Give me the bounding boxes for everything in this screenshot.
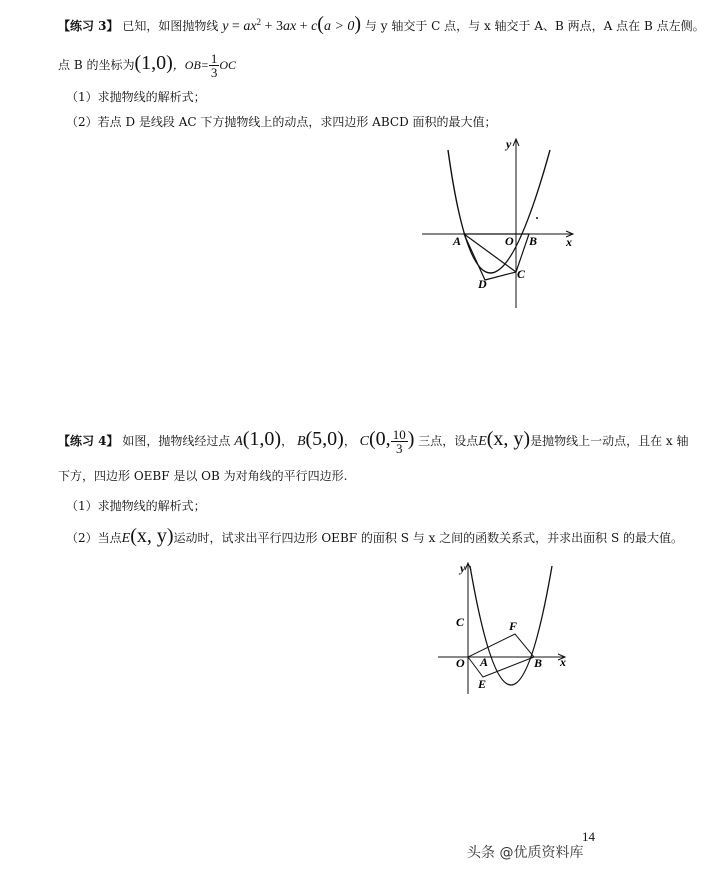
page-number: 14 [582, 829, 595, 844]
ex3-eq-eq: = [228, 19, 244, 34]
ex3-label-a: A [453, 234, 462, 248]
watermark: 头条 @优质资料库 [467, 845, 584, 861]
ex4-figure [436, 560, 581, 710]
ex3-label-x: x [566, 235, 572, 249]
ex4-label-b: B [534, 656, 543, 670]
ex4-label-f: F [509, 619, 518, 633]
ex4-q2-b: 运动时，试求出平行四边形 OEBF 的面积 S 与 x 之间的函数关系式，并求出面积 S 的最大值。 [173, 531, 684, 545]
ex3-q1: （1）求抛物线的解析式； [66, 90, 206, 104]
ex3-eq-open: ( [317, 13, 324, 35]
ex3-label-o: O [505, 234, 514, 248]
ex4-q2-a: （2）当点 [66, 531, 122, 545]
ex4-point-b: B [296, 434, 306, 449]
ex3-text-c: 点 B 的坐标为 [58, 58, 135, 72]
ex3-frac-den: 3 [210, 65, 218, 80]
ex4-point-c-frac [391, 428, 408, 455]
ex3-figure [420, 132, 590, 310]
ex4-label: 【练习 4】 [58, 434, 119, 448]
ex3-q2: （2）若点 D 是线段 AC 下方抛物线上的动点，求四边形 ABCD 面积的最大值； [66, 115, 497, 129]
ex4-text-b: 三点，设点 [418, 434, 479, 448]
ex4-point-e-coord: (x, y) [486, 428, 531, 450]
ex3-eq-sup: 2 [256, 17, 262, 27]
ex4-label-o: O [456, 656, 465, 670]
ex4-q2-e: E [121, 531, 131, 546]
ex3-text-e: OC [219, 58, 237, 72]
ex3-eq-mid: + 3 [261, 19, 283, 34]
ex4-frac-den: 3 [395, 441, 403, 456]
ex4-label-a: A [480, 655, 489, 669]
ex4-point-c: C [359, 434, 370, 449]
ex3-eq-ax2: ax [282, 19, 297, 34]
ex4-point-c-close: ) [407, 428, 415, 450]
ex3-coord-b: (1,0) [134, 52, 173, 74]
ex3-label-b: B [529, 234, 538, 248]
ex3-eq-c: c [311, 19, 318, 34]
ex4-q1: （1）求抛物线的解析式； [66, 499, 206, 513]
ex4-sep1: ， [281, 434, 294, 448]
ex3-line1 [58, 12, 705, 37]
ex3-eq-close: ) [354, 13, 362, 35]
ex4-q2-e-coord: (x, y) [130, 525, 174, 547]
ex4-text-a: 如图，抛物线经过点 [122, 434, 231, 448]
ex3-text-b: 与 y 轴交于 C 点，与 x 轴交于 A、B 两点，A 点在 B 点左侧。 [364, 19, 705, 33]
ex3-frac-num: 1 [210, 51, 218, 66]
ex4-label-e: E [478, 677, 487, 691]
ex3-label: 【练习 3】 [58, 19, 119, 33]
ex4-sep2: ， [343, 434, 356, 448]
ex4-point-a: A [234, 434, 243, 449]
ex3-eq-y: y [222, 19, 229, 34]
ex4-frac-num: 10 [392, 427, 406, 442]
ex4-label-y: y [460, 561, 466, 575]
ex4-text-c: 是抛物线上一动点，且在 x 轴 [530, 434, 689, 448]
ex3-line2 [58, 52, 236, 79]
ex3-eq-plus: + [296, 19, 312, 34]
ex4-point-a-coord: (1,0) [242, 428, 282, 450]
ex4-q2 [58, 526, 683, 549]
ex3-label-y: y [506, 137, 512, 151]
ex3-eq-cond: a > 0 [323, 19, 355, 34]
ex3-eq-ax: ax [243, 19, 257, 34]
ex3-text-a: 已知，如图抛物线 [122, 19, 219, 33]
ex3-dot [536, 217, 538, 219]
ex4-label-x: x [560, 655, 566, 669]
ex4-line1 [58, 428, 689, 455]
ex3-fraction [209, 52, 220, 79]
ex4-point-e: E [478, 434, 487, 449]
ex4-parallelogram-oebf [468, 634, 534, 677]
ex3-label-c: C [517, 267, 526, 281]
ex3-label-d: D [478, 277, 487, 291]
ex3-parabola [448, 150, 550, 273]
ex4-line2: 下方，四边形 OEBF 是以 OB 为对角线的平行四边形. [58, 469, 348, 483]
ex4-point-b-coord: (5,0) [305, 428, 344, 450]
ex4-point-c-open: (0, [369, 428, 391, 450]
ex4-label-c: C [456, 615, 465, 629]
ex3-text-d: ，OB= [172, 58, 209, 72]
